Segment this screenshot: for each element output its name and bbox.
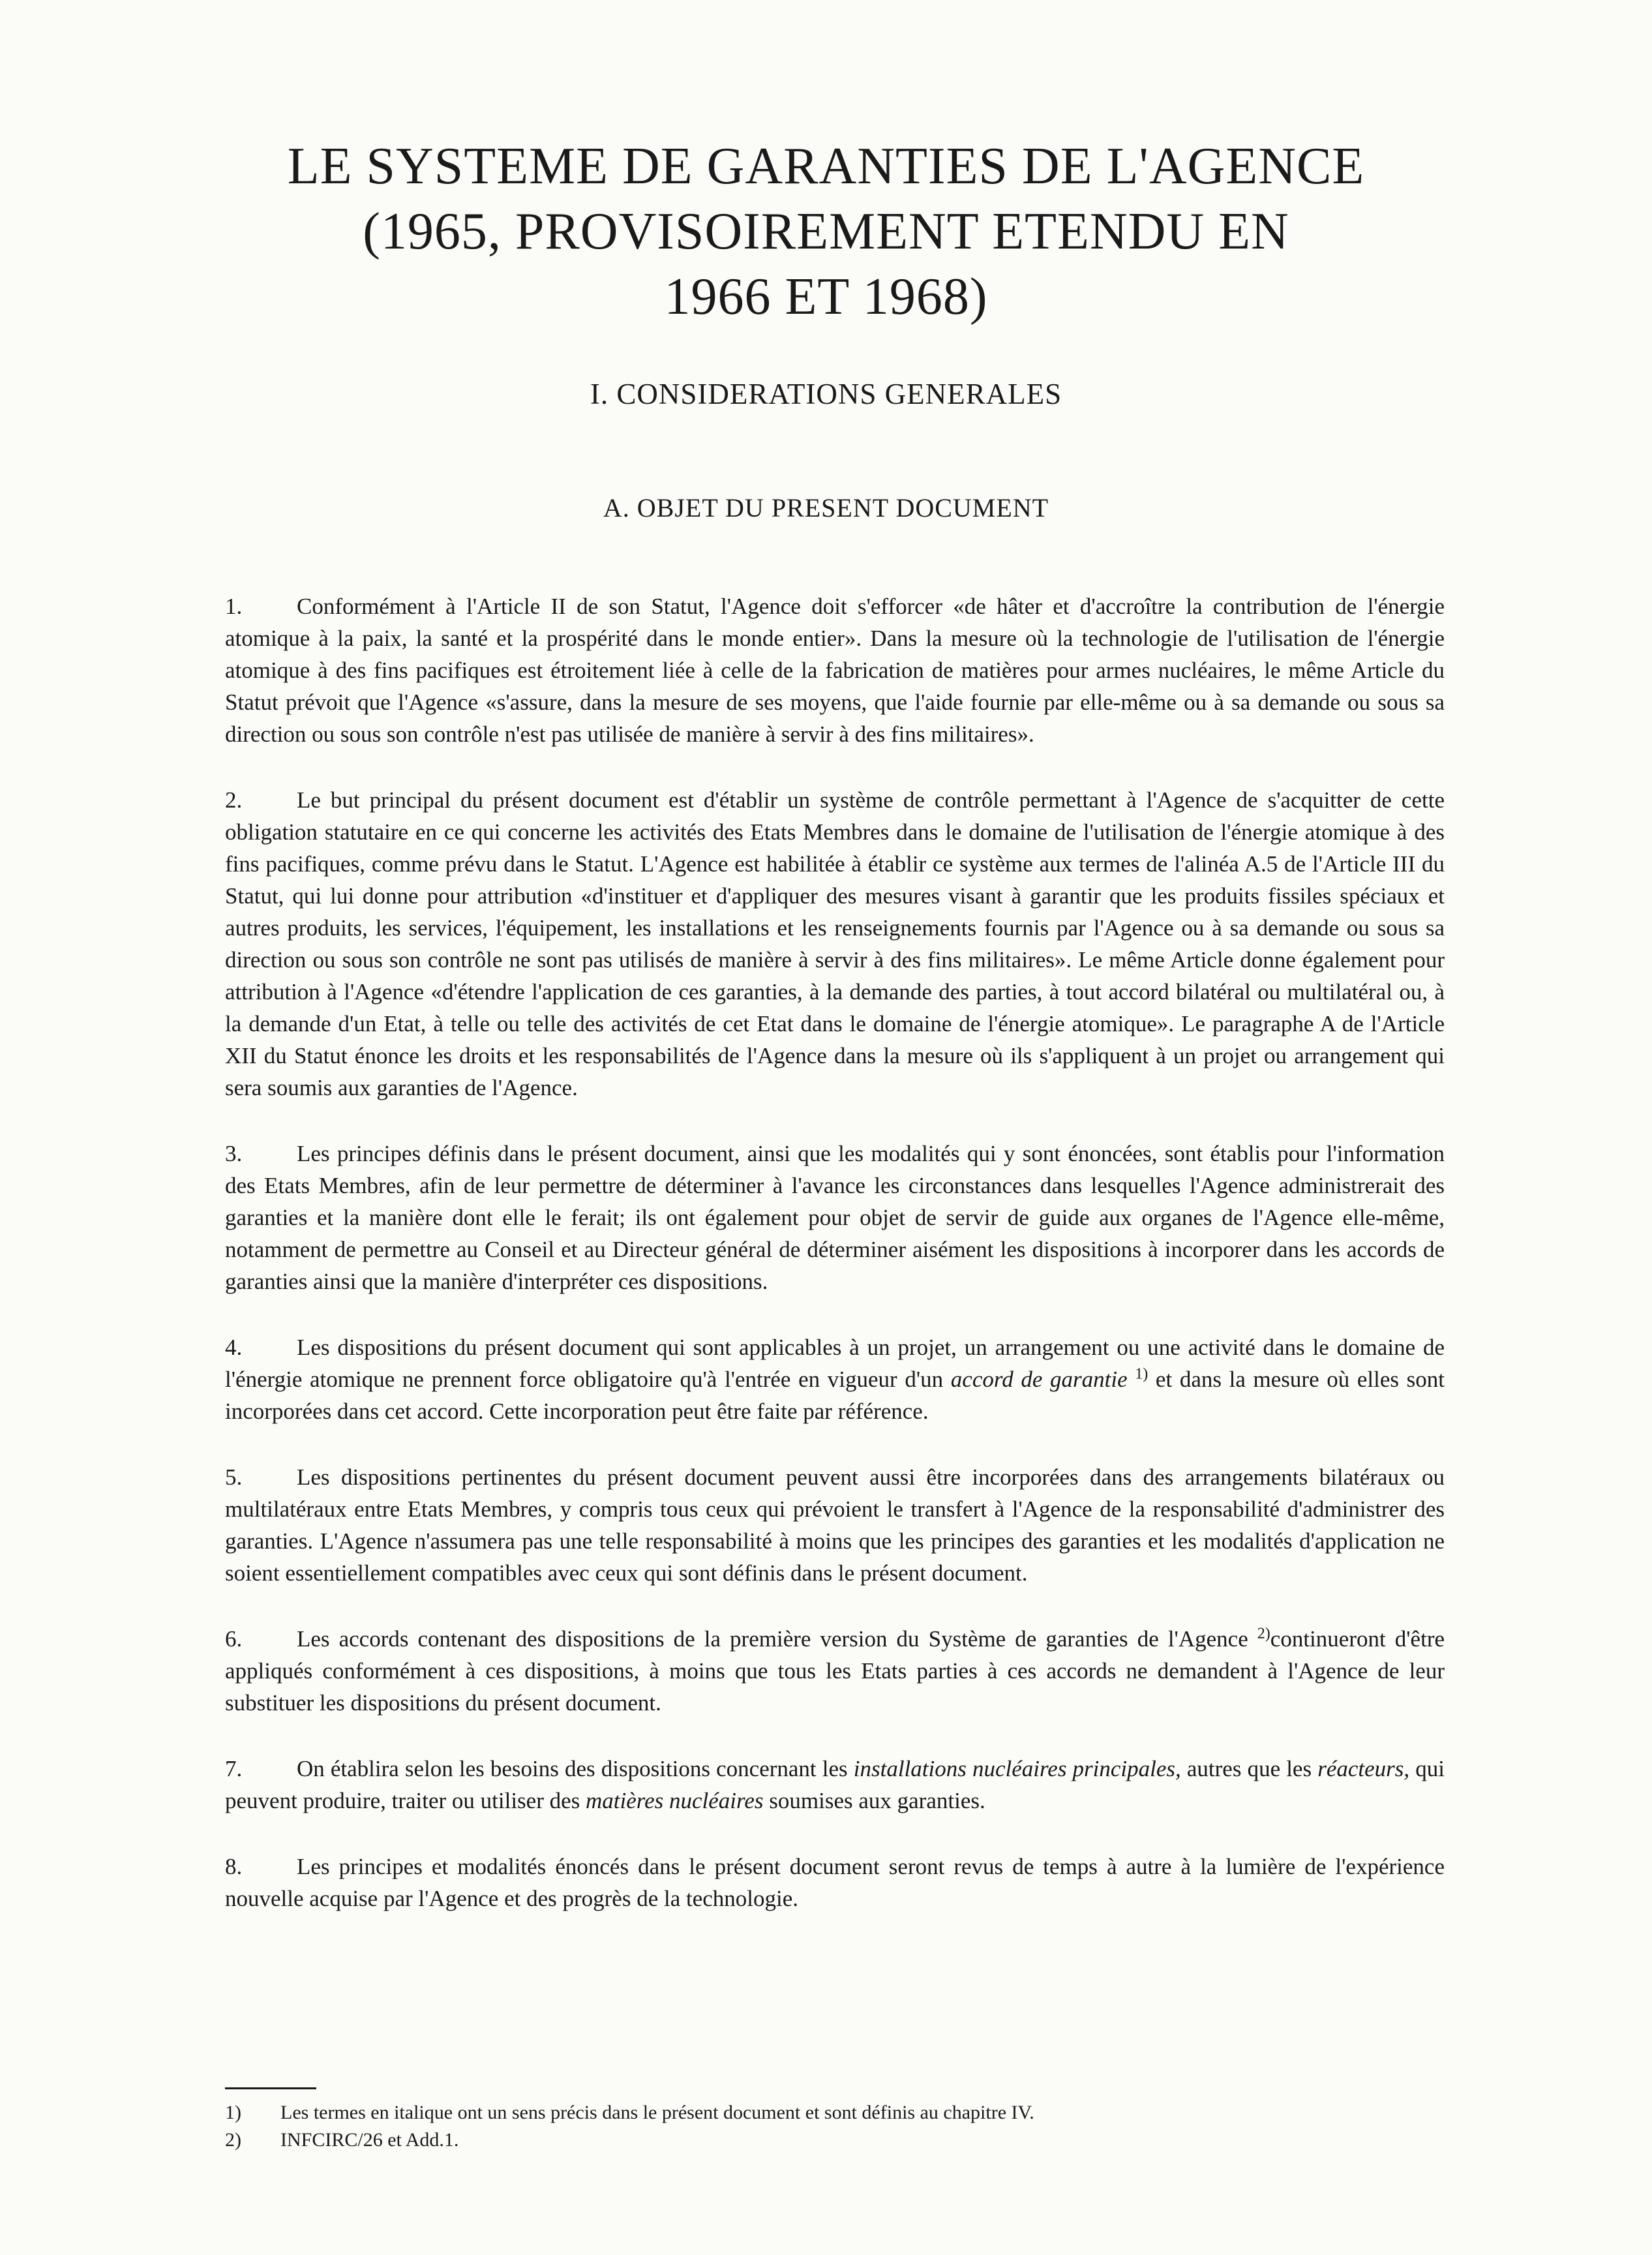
document-body	[225, 590, 1445, 1948]
paragraph-number: 3.	[225, 1141, 243, 1166]
footnote-2	[225, 2126, 1445, 2154]
italic-term: matières nucléaires	[586, 1788, 764, 1813]
footnote-text: INFCIRC/26 et Add.1.	[280, 2129, 459, 2151]
paragraph-number: 6.	[225, 1626, 243, 1652]
footnote-ref: 2)	[1257, 1625, 1270, 1642]
section-heading: A. OBJET DU PRESENT DOCUMENT	[603, 493, 1049, 522]
title-line-3: 1966 ET 1968)	[664, 268, 988, 325]
chapter-heading: I. CONSIDERATIONS GENERALES	[590, 378, 1062, 410]
footnotes	[225, 2099, 1445, 2154]
paragraph-text: Les dispositions pertinentes du présent document peuvent aussi être incorporées dans des arrangements bilatéraux ou multilatéraux entre Etats Membres, y compris tous ceux qui prévoient le transfert à l'Agence de la responsabilité d'administrer des garanties. L'Agence n'assumera pas une telle responsabilité à moins que les principes des garanties et les modalités d'application ne soient essentiellement compatibles avec ceux qui sont définis dans le présent document.	[225, 1464, 1445, 1586]
paragraph-text: Les principes définis dans le présent document, ainsi que les modalités qui y sont énoncées, sont établis pour l'information des Etats Membres, afin de leur permettre de déterminer à l'avance les circonstances dans lesquelles l'Agence administrerait des garanties et la manière dont elle le ferait; ils ont également pour objet de servir de guide aux organes de l'Agence elle-même, notamment de permettre au Conseil et au Directeur général de déterminer aisément les dispositions à incorporer dans les accords de garanties ainsi que la manière d'interpréter ces dispositions.	[225, 1141, 1445, 1294]
title-line-2: (1965, PROVISOIREMENT ETENDU EN	[363, 203, 1289, 260]
paragraph-1	[225, 590, 1445, 750]
title-line-1: LE SYSTEME DE GARANTIES DE L'AGENCE	[287, 138, 1365, 195]
paragraph-2	[225, 784, 1445, 1104]
paragraph-3	[225, 1138, 1445, 1297]
paragraph-text: Le but principal du présent document est d'établir un système de contrôle permettant à l'Agence de s'acquitter de cette obligation statutaire en ce qui concerne les activités des Etats Membres dans le domaine de l'utilisation de l'énergie atomique à des fins pacifiques, comme prévu dans le Statut. L'Agence est habilitée à établir ce système aux termes de l'alinéa A.5 de l'Article III du Statut, qui lui donne pour attribution «d'instituer et d'appliquer des mesures visant à garantir que les produits fissiles spéciaux et autres produits, les services, l'équipement, les installations et les renseignements fournis par l'Agence ou à sa demande ou sous sa direction ou sous son contrôle ne sont pas utilisés de manière à servir à des fins militaires». Le même Article donne également pour attribution à l'Agence «d'étendre l'application de ces garanties, à la demande des parties, à tout accord bilatéral ou multilatéral ou, à la demande d'un Etat, à telle ou telle des activités de cet Etat dans le domaine de l'énergie atomique». Le paragraphe A de l'Article XII du Statut énonce les droits et les responsabilités de l'Agence dans la mesure où ils s'appliquent à un projet ou arrangement qui sera soumis aux garanties de l'Agence.	[225, 787, 1445, 1100]
paragraph-number: 2.	[225, 787, 243, 813]
paragraph-text: et dans la mesure où elles sont incorporées dans cet accord. Cette incorporation peut être faite par référence.	[225, 1367, 1445, 1424]
paragraph-number: 5.	[225, 1464, 243, 1490]
paragraph-text: On établira selon les besoins des dispositions concernant les	[297, 1756, 854, 1781]
paragraph-8	[225, 1851, 1445, 1914]
paragraph-text: soumises aux garanties.	[763, 1788, 985, 1813]
paragraph-text: Les principes et modalités énoncés dans le présent document seront revus de temps à autre à la lumière de l'expérience nouvelle acquise par l'Agence et des progrès de la technologie.	[225, 1854, 1445, 1911]
footnote-text: Les termes en italique ont un sens précis dans le présent document et sont définis au chapitre IV.	[280, 2102, 1034, 2123]
paragraph-text: Les dispositions du présent document qui sont applicables à un projet, un arrangement ou une activité dans le domaine de l'énergie atomique ne prennent force obligatoire qu'à l'entrée en vigueur d'un	[225, 1335, 1445, 1392]
footnote-divider	[225, 2087, 316, 2089]
footnote-1	[225, 2099, 1445, 2126]
italic-term: accord de garantie	[950, 1367, 1128, 1392]
footnote-mark: 2)	[225, 2129, 241, 2151]
paragraph-6	[225, 1623, 1445, 1719]
paragraph-number: 4.	[225, 1335, 243, 1360]
paragraph-text: autres que les	[1180, 1756, 1318, 1781]
paragraph-number: 8.	[225, 1854, 243, 1879]
paragraph-number: 1.	[225, 594, 243, 619]
paragraph-5	[225, 1461, 1445, 1589]
document-title	[0, 134, 1652, 329]
paragraph-number: 7.	[225, 1756, 243, 1781]
footnote-ref: 1)	[1135, 1365, 1149, 1383]
italic-term: réacteurs,	[1317, 1756, 1410, 1781]
italic-term: installations nucléaires principales,	[853, 1756, 1181, 1781]
paragraph-7	[225, 1753, 1445, 1817]
paragraph-text: Conformément à l'Article II de son Statut, l'Agence doit s'efforcer «de hâter et d'accroître la contribution de l'énergie atomique à la paix, la santé et la prospérité dans le monde entier». Dans la mesure où la technologie de l'utilisation de l'énergie atomique à des fins pacifiques est étroitement liée à celle de la fabrication de matières pour armes nucléaires, le même Article du Statut prévoit que l'Agence «s'assure, dans la mesure de ses moyens, que l'aide fournie par elle-même ou à sa demande ou sous sa direction ou sous son contrôle n'est pas utilisée de manière à servir à des fins militaires».	[225, 594, 1445, 747]
paragraph-text: qui peuvent produire, traiter ou utiliser des	[225, 1756, 1445, 1813]
paragraph-text: Les accords contenant des dispositions de la première version du Système de garanties de l'Agence	[297, 1626, 1257, 1652]
paragraph-text: continueront d'être appliqués conformément à ces dispositions, à moins que tous les Etats parties à ces accords ne demandent à l'Agence de leur substituer les dispositions du présent document.	[225, 1626, 1445, 1716]
footnote-mark: 1)	[225, 2102, 241, 2123]
paragraph-4	[225, 1331, 1445, 1427]
